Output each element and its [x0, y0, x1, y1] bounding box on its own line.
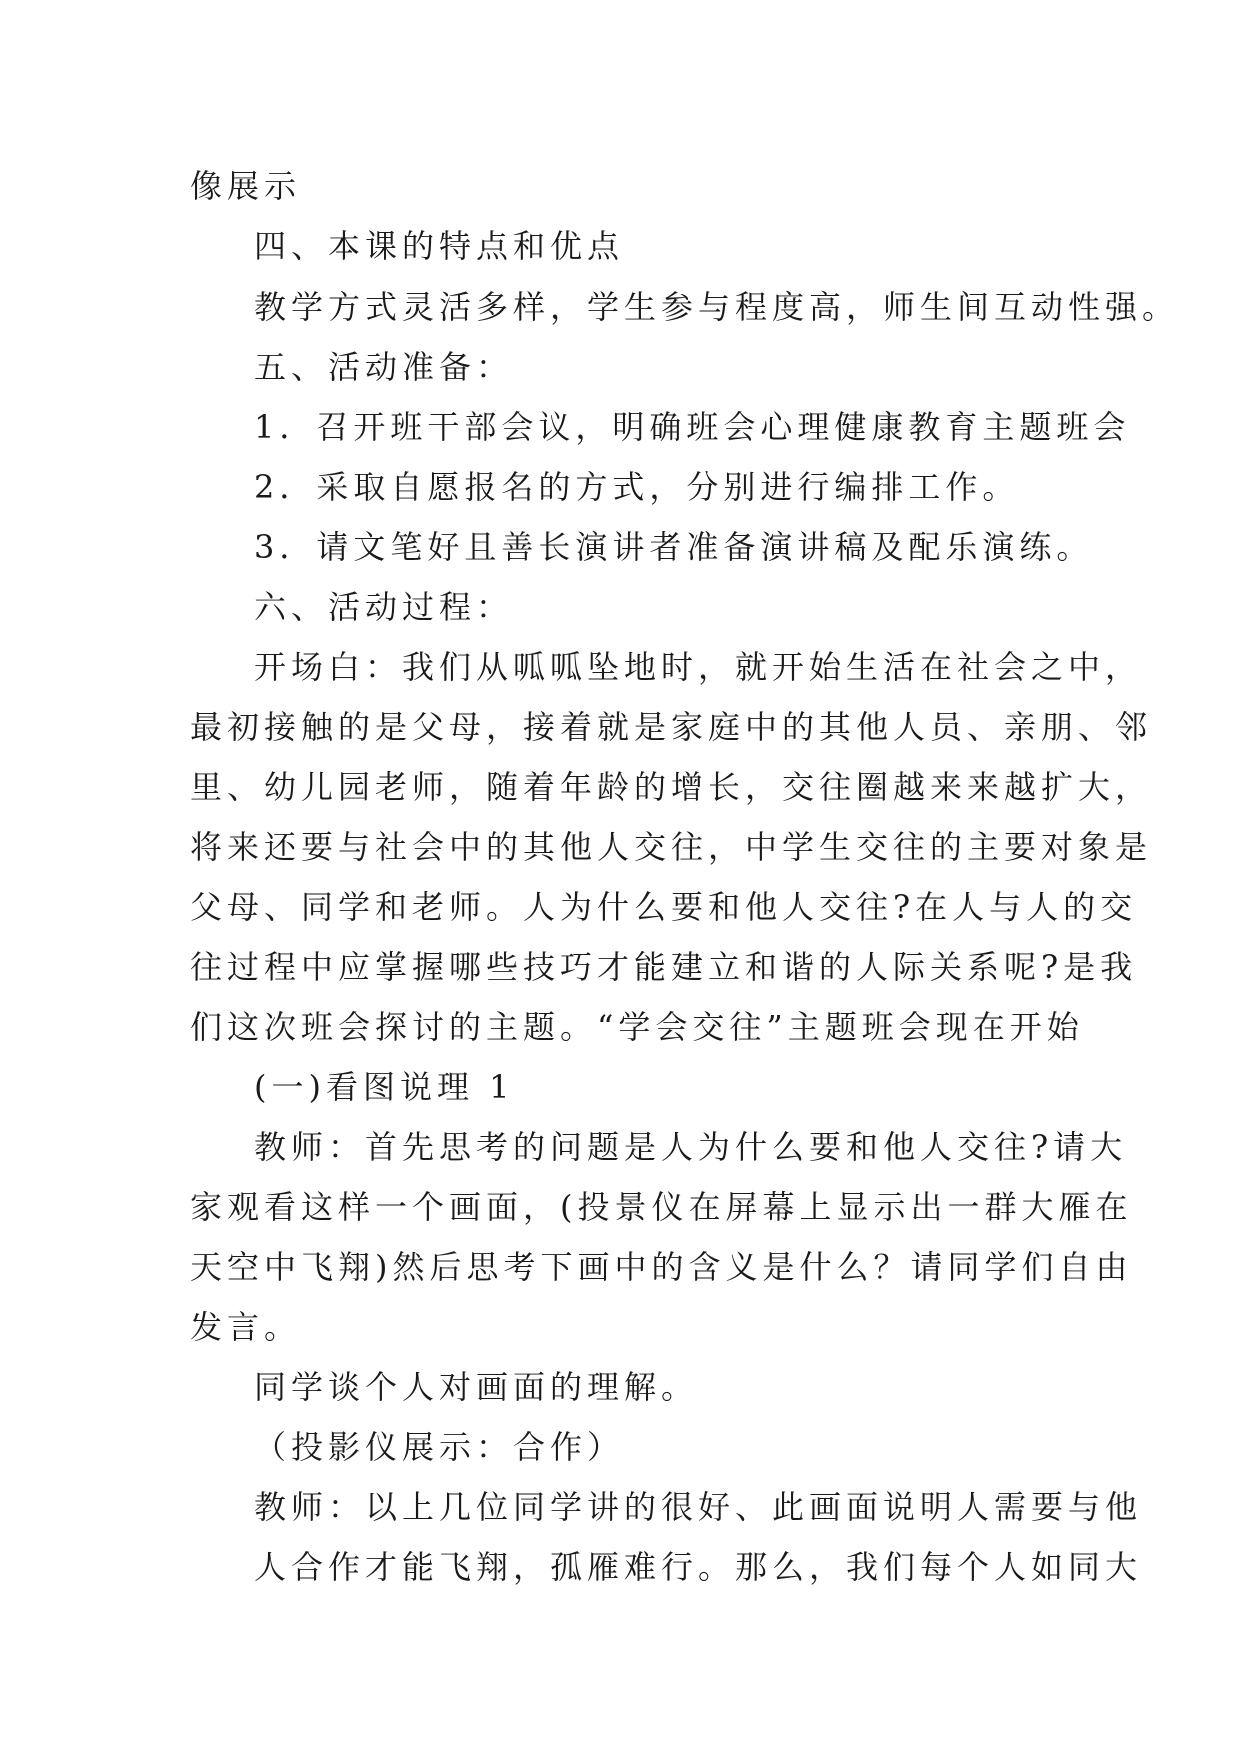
list-item: 3．请文笔好且善长演讲者准备演讲稿及配乐演练。 [254, 528, 1094, 566]
text-line: 里、幼儿园老师，随着年龄的增长，交往圈越来来越扩大， [190, 768, 1153, 806]
section-heading: 六、活动过程： [254, 588, 514, 626]
text-line: 往过程中应掌握哪些技巧才能建立和谐的人际关系呢?是我 [190, 948, 1138, 986]
text-line: 像展示 [190, 167, 302, 205]
text-line: 们这次班会探讨的主题。“学会交往”主题班会现在开始 [190, 1008, 1084, 1046]
text-line: 父母、同学和老师。人为什么要和他人交往?在人与人的交 [190, 888, 1138, 926]
text-line: 最初接触的是父母，接着就是家庭中的其他人员、亲朋、邻 [190, 708, 1153, 746]
text-line: 教师：以上几位同学讲的很好、此画面说明人需要与他 [254, 1488, 1143, 1526]
subsection-heading: (一)看图说理 1 [254, 1068, 515, 1106]
text-line: 天空中飞翔)然后思考下画中的含义是什么？请同学们自由 [190, 1248, 1133, 1286]
text-line: （投影仪展示：合作） [254, 1428, 625, 1466]
text-line: 教学方式灵活多样，学生参与程度高，师生间互动性强。 [254, 288, 1180, 326]
text-line: 将来还要与社会中的其他人交往，中学生交往的主要对象是 [190, 828, 1153, 866]
list-item: 2．采取自愿报名的方式，分别进行编排工作。 [254, 468, 1020, 506]
text-line: 教师：首先思考的问题是人为什么要和他人交往?请大 [254, 1128, 1128, 1166]
text-line: 家观看这样一个画面，(投景仪在屏幕上显示出一群大雁在 [190, 1188, 1133, 1226]
section-heading: 五、活动准备： [254, 348, 514, 386]
text-line: 发言。 [190, 1308, 302, 1346]
list-item: 1．召开班干部会议，明确班会心理健康教育主题班会 [254, 408, 1131, 446]
text-line: 开场白：我们从呱呱坠地时，就开始生活在社会之中， [254, 648, 1143, 686]
section-heading: 四、本课的特点和优点 [254, 227, 625, 265]
text-line: 人合作才能飞翔，孤雁难行。那么，我们每个人如同大 [254, 1548, 1143, 1586]
text-line: 同学谈个人对画面的理解。 [254, 1368, 699, 1406]
